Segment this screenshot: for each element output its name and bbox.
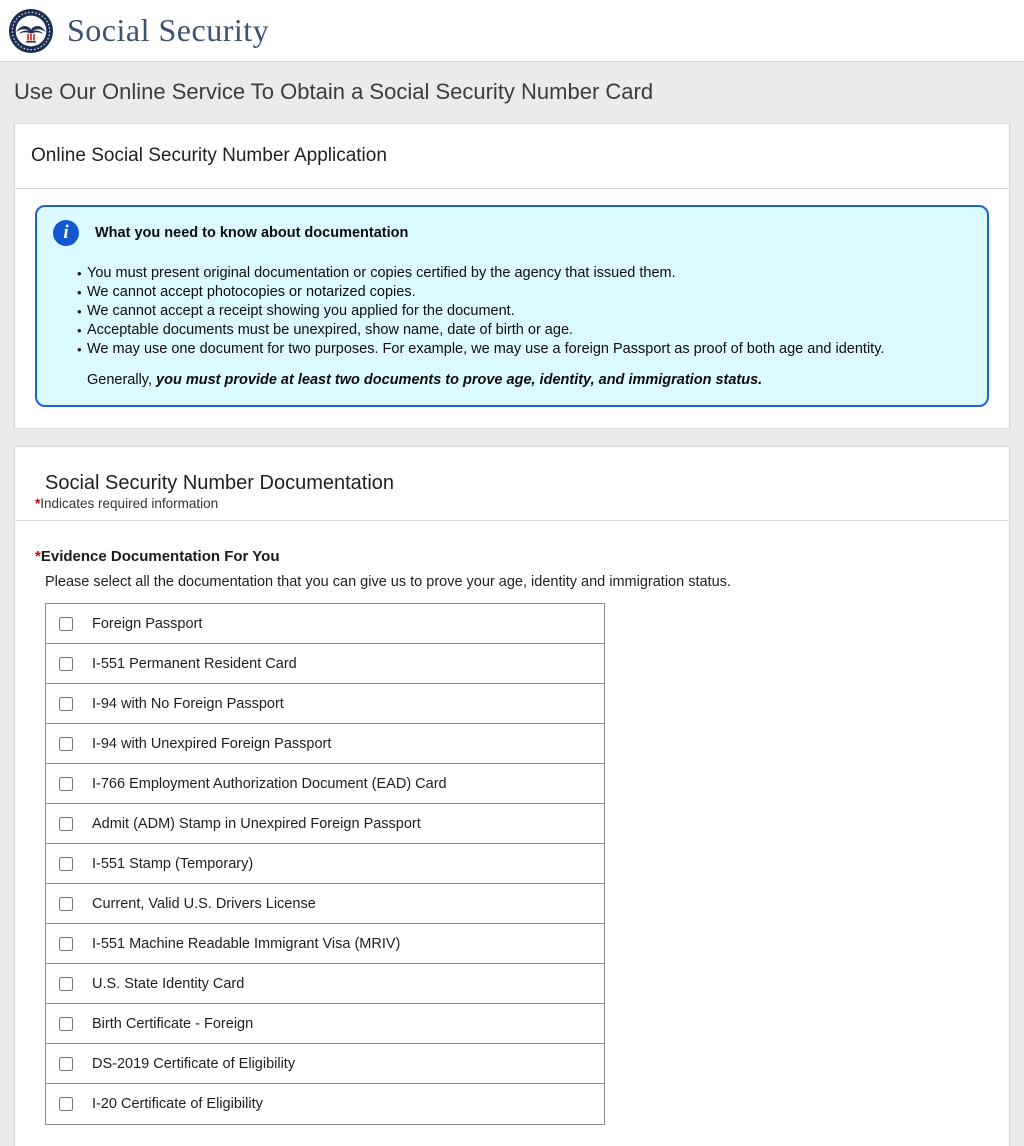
info-bullet: • Acceptable documents must be unexpired, show name, date of birth or age. — [77, 321, 971, 340]
app-header — [0, 0, 1024, 62]
checkbox[interactable] — [59, 657, 73, 671]
checkbox[interactable] — [59, 897, 73, 911]
info-footer-emphasis: you must provide at least two documents to prove age, identity, and immigration status. — [156, 372, 763, 388]
checkbox[interactable] — [59, 617, 73, 631]
documentation-info-box — [35, 205, 989, 407]
document-option-label: I-94 with No Foreign Passport — [92, 695, 284, 712]
checkbox[interactable] — [59, 1017, 73, 1031]
checkbox[interactable] — [59, 1097, 73, 1111]
required-asterisk: * — [35, 548, 41, 565]
document-option-label: DS-2019 Certificate of Eligibility — [92, 1055, 296, 1072]
document-option-row[interactable] — [46, 724, 604, 764]
info-footer-prefix: Generally, — [87, 372, 157, 388]
document-option-label: Current, Valid U.S. Drivers License — [92, 895, 316, 912]
application-card-title: Online Social Security Number Application — [15, 124, 1009, 189]
brand-wordmark: Social Security — [67, 12, 270, 48]
document-option-row[interactable] — [46, 884, 604, 924]
info-bullet: • You must present original documentation or copies certified by the agency that issued them. — [77, 264, 971, 283]
document-option-row[interactable] — [46, 1084, 604, 1124]
section-divider — [15, 520, 1009, 521]
application-card — [14, 123, 1010, 429]
evidence-instructions: Please select all the documentation that you can give us to prove your age, identity and immigration status. — [45, 574, 731, 590]
info-bullet: • We cannot accept photocopies or notarized copies. — [77, 283, 971, 302]
document-option-label: U.S. State Identity Card — [92, 975, 245, 992]
info-icon: i — [53, 220, 79, 246]
document-option-label: Admit (ADM) Stamp in Unexpired Foreign Passport — [92, 815, 421, 832]
document-checklist — [45, 603, 605, 1125]
checkbox[interactable] — [59, 1057, 73, 1071]
document-option-label: I-551 Machine Readable Immigrant Visa (MRIV) — [92, 935, 401, 952]
document-option-row[interactable] — [46, 964, 604, 1004]
info-box-heading: What you need to know about documentation — [95, 225, 409, 241]
document-option-label: I-20 Certificate of Eligibility — [92, 1096, 263, 1112]
info-bullet: • We may use one document for two purposes. For example, we may use a foreign Passport as proof of both age and identity. — [77, 340, 971, 359]
document-option-row[interactable] — [46, 604, 604, 644]
document-option-label: I-551 Stamp (Temporary) — [92, 855, 254, 872]
info-bullet: • We cannot accept a receipt showing you applied for the document. — [77, 302, 971, 321]
evidence-section-heading — [35, 548, 1009, 565]
document-option-label: Birth Certificate - Foreign — [92, 1015, 254, 1032]
checkbox[interactable] — [59, 737, 73, 751]
document-option-label: I-94 with Unexpired Foreign Passport — [92, 735, 332, 752]
evidence-heading-text: Evidence Documentation For You — [40, 548, 280, 565]
document-option-row[interactable] — [46, 844, 604, 884]
info-box-footer — [87, 372, 971, 388]
document-option-row[interactable] — [46, 924, 604, 964]
required-asterisk: * — [35, 496, 41, 511]
document-option-row[interactable] — [46, 764, 604, 804]
document-option-row[interactable] — [46, 1044, 604, 1084]
document-option-row[interactable] — [46, 1004, 604, 1044]
checkbox[interactable] — [59, 697, 73, 711]
required-note-text: Indicates required information — [40, 496, 219, 511]
checkbox[interactable] — [59, 777, 73, 791]
checkbox[interactable] — [59, 937, 73, 951]
document-option-label: I-766 Employment Authorization Document (EAD) Card — [92, 775, 447, 792]
document-option-label: I-551 Permanent Resident Card — [92, 655, 297, 672]
info-bullet-list — [77, 264, 971, 359]
checkbox[interactable] — [59, 817, 73, 831]
required-information-note — [35, 496, 1009, 511]
documentation-card — [14, 446, 1010, 1146]
page-title: Use Our Online Service To Obtain a Social Security Number Card — [14, 79, 654, 104]
document-option-row[interactable] — [46, 804, 604, 844]
document-option-row[interactable] — [46, 644, 604, 684]
checkbox[interactable] — [59, 857, 73, 871]
ssa-seal-icon — [8, 8, 54, 54]
documentation-card-title: Social Security Number Documentation — [45, 472, 395, 494]
application-card-body — [15, 189, 1009, 428]
document-option-label: Foreign Passport — [92, 615, 203, 632]
checkbox[interactable] — [59, 977, 73, 991]
document-option-row[interactable] — [46, 684, 604, 724]
